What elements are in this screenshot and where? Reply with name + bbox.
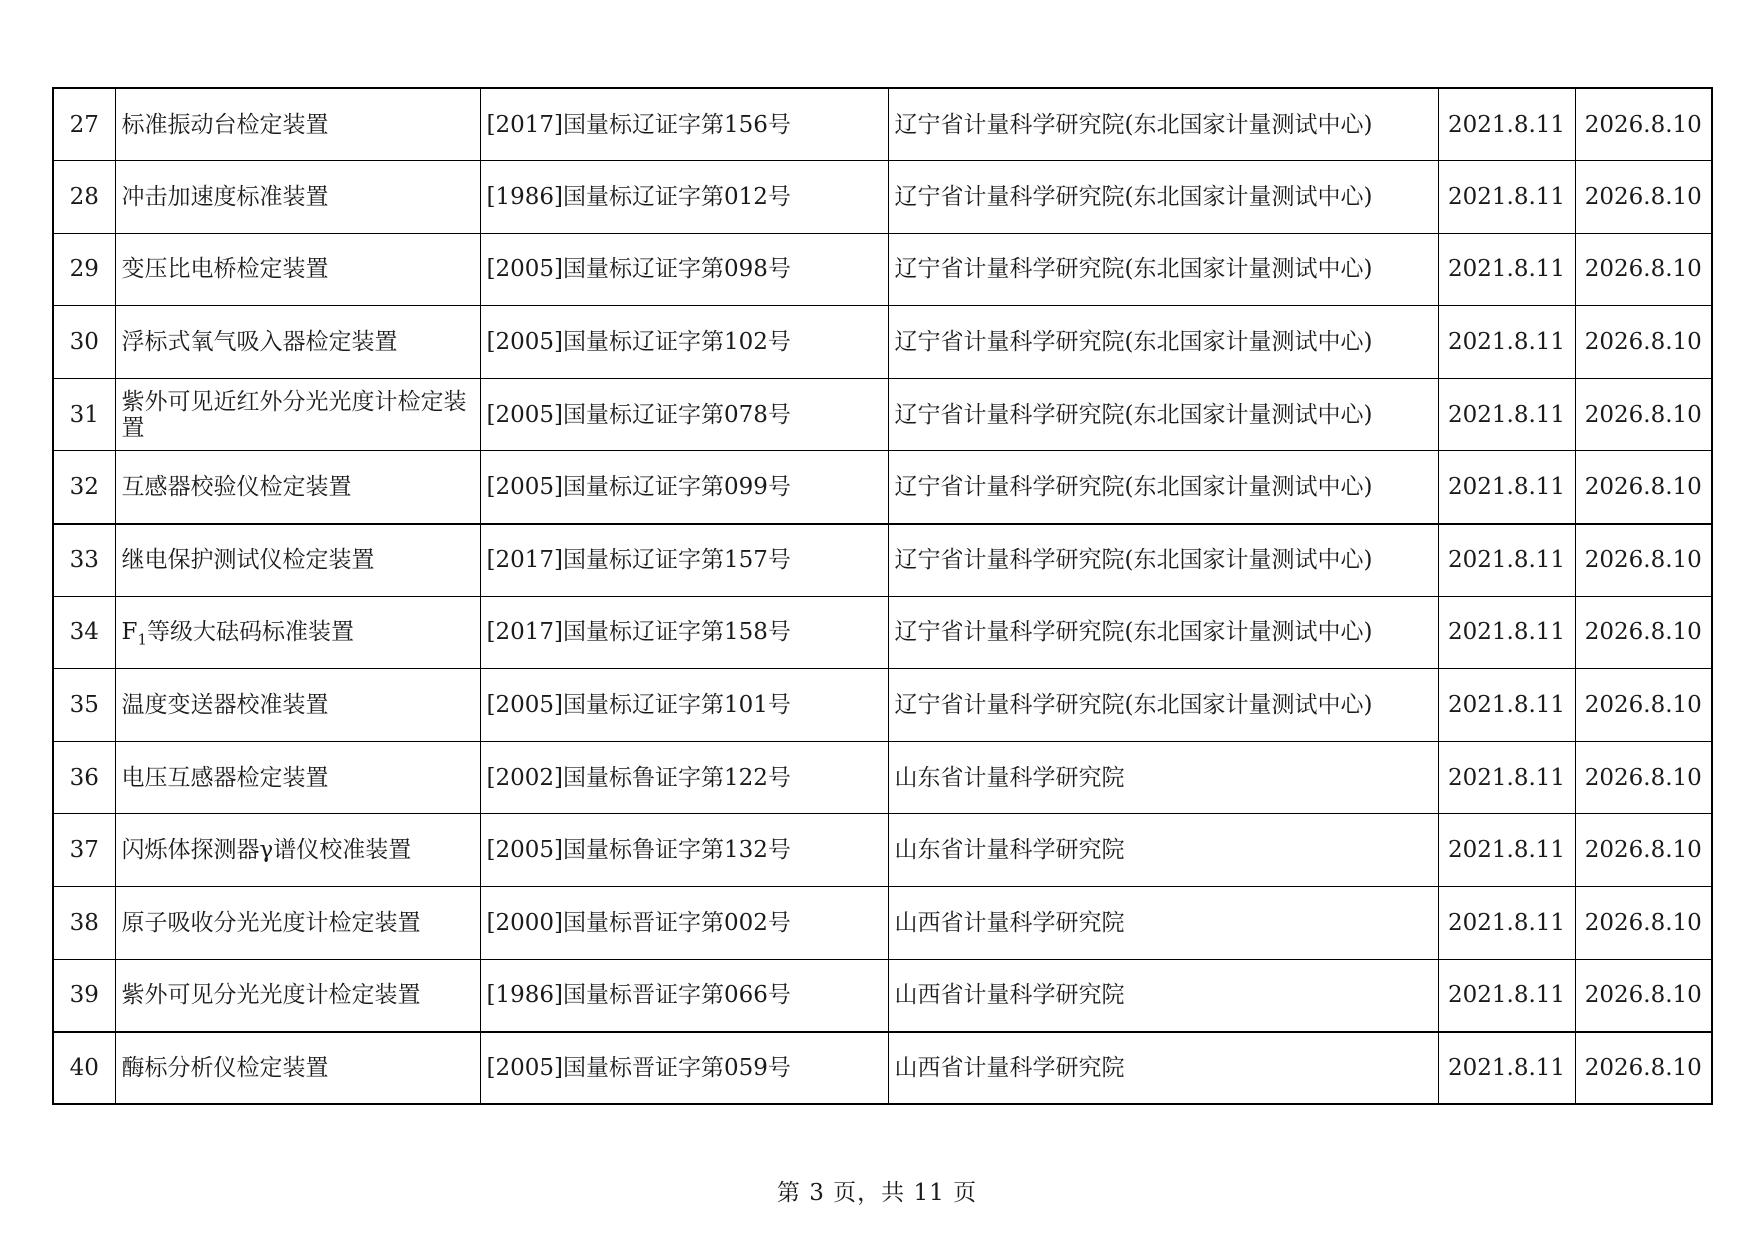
- issue-date: 2021.8.11: [1438, 1032, 1575, 1105]
- certificate-number: [2005]国量标晋证字第059号: [480, 1032, 888, 1105]
- organization: 山东省计量科学研究院: [888, 741, 1438, 814]
- table-row: [53, 814, 1712, 887]
- device-name: 互感器校验仪检定装置: [115, 451, 480, 524]
- table-row: [53, 378, 1712, 451]
- organization: 辽宁省计量科学研究院(东北国家计量测试中心): [888, 306, 1438, 379]
- device-name: 紫外可见近红外分光光度计检定装置: [115, 378, 480, 451]
- expiry-date: 2026.8.10: [1575, 161, 1712, 234]
- device-name-subscript: 1: [137, 631, 148, 650]
- table-row: [53, 233, 1712, 306]
- expiry-date: 2026.8.10: [1575, 596, 1712, 669]
- device-name: 冲击加速度标准装置: [115, 161, 480, 234]
- expiry-date: 2026.8.10: [1575, 306, 1712, 379]
- standards-table: [52, 87, 1713, 1105]
- row-number: 39: [53, 959, 115, 1032]
- organization: 辽宁省计量科学研究院(东北国家计量测试中心): [888, 596, 1438, 669]
- table-row: [53, 741, 1712, 814]
- expiry-date: 2026.8.10: [1575, 887, 1712, 960]
- row-number: 28: [53, 161, 115, 234]
- row-number: 37: [53, 814, 115, 887]
- device-name-prefix: F: [121, 619, 138, 646]
- table-row: [53, 451, 1712, 524]
- issue-date: 2021.8.11: [1438, 959, 1575, 1032]
- row-number: 36: [53, 741, 115, 814]
- issue-date: 2021.8.11: [1438, 741, 1575, 814]
- device-name: 电压互感器检定装置: [115, 741, 480, 814]
- table-row: [53, 596, 1712, 669]
- table-row: [53, 887, 1712, 960]
- expiry-date: 2026.8.10: [1575, 1032, 1712, 1105]
- issue-date: 2021.8.11: [1438, 524, 1575, 597]
- certificate-number: [2005]国量标鲁证字第132号: [480, 814, 888, 887]
- organization: 辽宁省计量科学研究院(东北国家计量测试中心): [888, 378, 1438, 451]
- certificate-number: [2017]国量标辽证字第156号: [480, 88, 888, 161]
- organization: 辽宁省计量科学研究院(东北国家计量测试中心): [888, 161, 1438, 234]
- row-number: 33: [53, 524, 115, 597]
- row-number: 38: [53, 887, 115, 960]
- row-number: 34: [53, 596, 115, 669]
- table-row: [53, 1032, 1712, 1105]
- page-number-footer: 第 3 页，共 11 页: [776, 1180, 978, 1206]
- device-name: 继电保护测试仪检定装置: [115, 524, 480, 597]
- organization: 辽宁省计量科学研究院(东北国家计量测试中心): [888, 524, 1438, 597]
- certificate-number: [2005]国量标辽证字第078号: [480, 378, 888, 451]
- issue-date: 2021.8.11: [1438, 161, 1575, 234]
- organization: 辽宁省计量科学研究院(东北国家计量测试中心): [888, 451, 1438, 524]
- device-name: 闪烁体探测器γ谱仪校准装置: [115, 814, 480, 887]
- organization: 辽宁省计量科学研究院(东北国家计量测试中心): [888, 88, 1438, 161]
- issue-date: 2021.8.11: [1438, 88, 1575, 161]
- device-name: 温度变送器校准装置: [115, 669, 480, 742]
- certificate-number: [2005]国量标辽证字第099号: [480, 451, 888, 524]
- device-name: 原子吸收分光光度计检定装置: [115, 887, 480, 960]
- organization: 辽宁省计量科学研究院(东北国家计量测试中心): [888, 233, 1438, 306]
- certificate-number: [2017]国量标辽证字第158号: [480, 596, 888, 669]
- expiry-date: 2026.8.10: [1575, 233, 1712, 306]
- certificate-number: [2017]国量标辽证字第157号: [480, 524, 888, 597]
- issue-date: 2021.8.11: [1438, 451, 1575, 524]
- organization: 山西省计量科学研究院: [888, 959, 1438, 1032]
- table-row: [53, 959, 1712, 1032]
- issue-date: 2021.8.11: [1438, 378, 1575, 451]
- row-number: 27: [53, 88, 115, 161]
- row-number: 29: [53, 233, 115, 306]
- certificate-number: [2005]国量标辽证字第098号: [480, 233, 888, 306]
- organization: 山西省计量科学研究院: [888, 1032, 1438, 1105]
- expiry-date: 2026.8.10: [1575, 88, 1712, 161]
- issue-date: 2021.8.11: [1438, 887, 1575, 960]
- row-number: 35: [53, 669, 115, 742]
- issue-date: 2021.8.11: [1438, 306, 1575, 379]
- table-row: [53, 669, 1712, 742]
- expiry-date: 2026.8.10: [1575, 741, 1712, 814]
- issue-date: 2021.8.11: [1438, 669, 1575, 742]
- device-name: 紫外可见分光光度计检定装置: [115, 959, 480, 1032]
- row-number: 40: [53, 1032, 115, 1105]
- table-row: [53, 88, 1712, 161]
- row-number: 32: [53, 451, 115, 524]
- certificate-number: [2002]国量标鲁证字第122号: [480, 741, 888, 814]
- row-number: 31: [53, 378, 115, 451]
- device-name: 变压比电桥检定装置: [115, 233, 480, 306]
- expiry-date: 2026.8.10: [1575, 524, 1712, 597]
- organization: 山东省计量科学研究院: [888, 814, 1438, 887]
- organization: 辽宁省计量科学研究院(东北国家计量测试中心): [888, 669, 1438, 742]
- device-name-rest: 等级大砝码标准装置: [147, 619, 355, 646]
- row-number: 30: [53, 306, 115, 379]
- certificate-number: [2000]国量标晋证字第002号: [480, 887, 888, 960]
- expiry-date: 2026.8.10: [1575, 451, 1712, 524]
- expiry-date: 2026.8.10: [1575, 959, 1712, 1032]
- device-name: 标准振动台检定装置: [115, 88, 480, 161]
- expiry-date: 2026.8.10: [1575, 378, 1712, 451]
- expiry-date: 2026.8.10: [1575, 814, 1712, 887]
- table-row: [53, 306, 1712, 379]
- certificate-number: [1986]国量标晋证字第066号: [480, 959, 888, 1032]
- certificate-number: [1986]国量标辽证字第012号: [480, 161, 888, 234]
- organization: 山西省计量科学研究院: [888, 887, 1438, 960]
- device-name: 浮标式氧气吸入器检定装置: [115, 306, 480, 379]
- issue-date: 2021.8.11: [1438, 596, 1575, 669]
- certificate-number: [2005]国量标辽证字第101号: [480, 669, 888, 742]
- issue-date: 2021.8.11: [1438, 814, 1575, 887]
- device-name: [115, 596, 480, 669]
- expiry-date: 2026.8.10: [1575, 669, 1712, 742]
- table-row: [53, 161, 1712, 234]
- table-row: [53, 524, 1712, 597]
- device-name: 酶标分析仪检定装置: [115, 1032, 480, 1105]
- certificate-number: [2005]国量标辽证字第102号: [480, 306, 888, 379]
- issue-date: 2021.8.11: [1438, 233, 1575, 306]
